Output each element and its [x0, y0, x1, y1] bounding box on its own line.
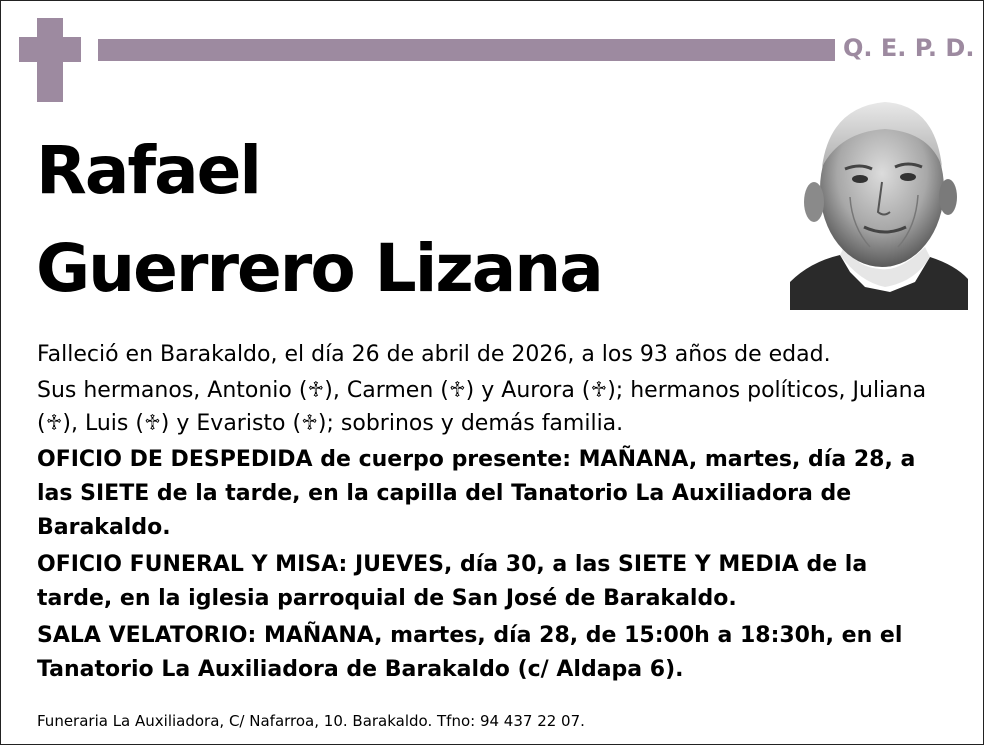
deceased-surnames: Guerrero Lizana	[36, 230, 602, 307]
farewell-service: OFICIO DE DESPEDIDA de cuerpo presente: MAÑANA, martes, día 28, a las SIETE de la tarde, en la capilla del Tanatorio La Auxiliadora de Barakaldo.	[37, 447, 916, 540]
qepd-label: Q. E. P. D.	[843, 34, 975, 62]
wake-room: SALA VELATORIO: MAÑANA, martes, día 28, de 15:00h a 18:30h, en el Tanatorio La Auxiliadora de Barakaldo (c/ Aldapa 6).	[37, 623, 903, 682]
cross-horizontal	[19, 37, 81, 62]
obituary-body	[37, 338, 937, 690]
funeral-home-info: Funeraria La Auxiliadora, C/ Nafarroa, 10. Barakaldo. Tfno: 94 437 22 07.	[37, 712, 585, 730]
portrait-photo	[790, 97, 968, 310]
funeral-mass: OFICIO FUNERAL Y MISA: JUEVES, día 30, a las SIETE Y MEDIA de la tarde, en la iglesia parroquial de San José de Barakaldo.	[37, 552, 868, 611]
header-bar	[98, 39, 835, 61]
death-notice: Falleció en Barakaldo, el día 26 de abril de 2026, a los 93 años de edad.	[37, 342, 831, 367]
family-list: Sus hermanos, Antonio (♱), Carmen (♱) y Aurora (♱); hermanos políticos, Juliana (♱), Luis (♱) y Evaristo (♱); sobrinos y demás familia.	[37, 378, 927, 436]
portrait-image	[790, 97, 968, 310]
deceased-first-name: Rafael	[36, 132, 260, 209]
